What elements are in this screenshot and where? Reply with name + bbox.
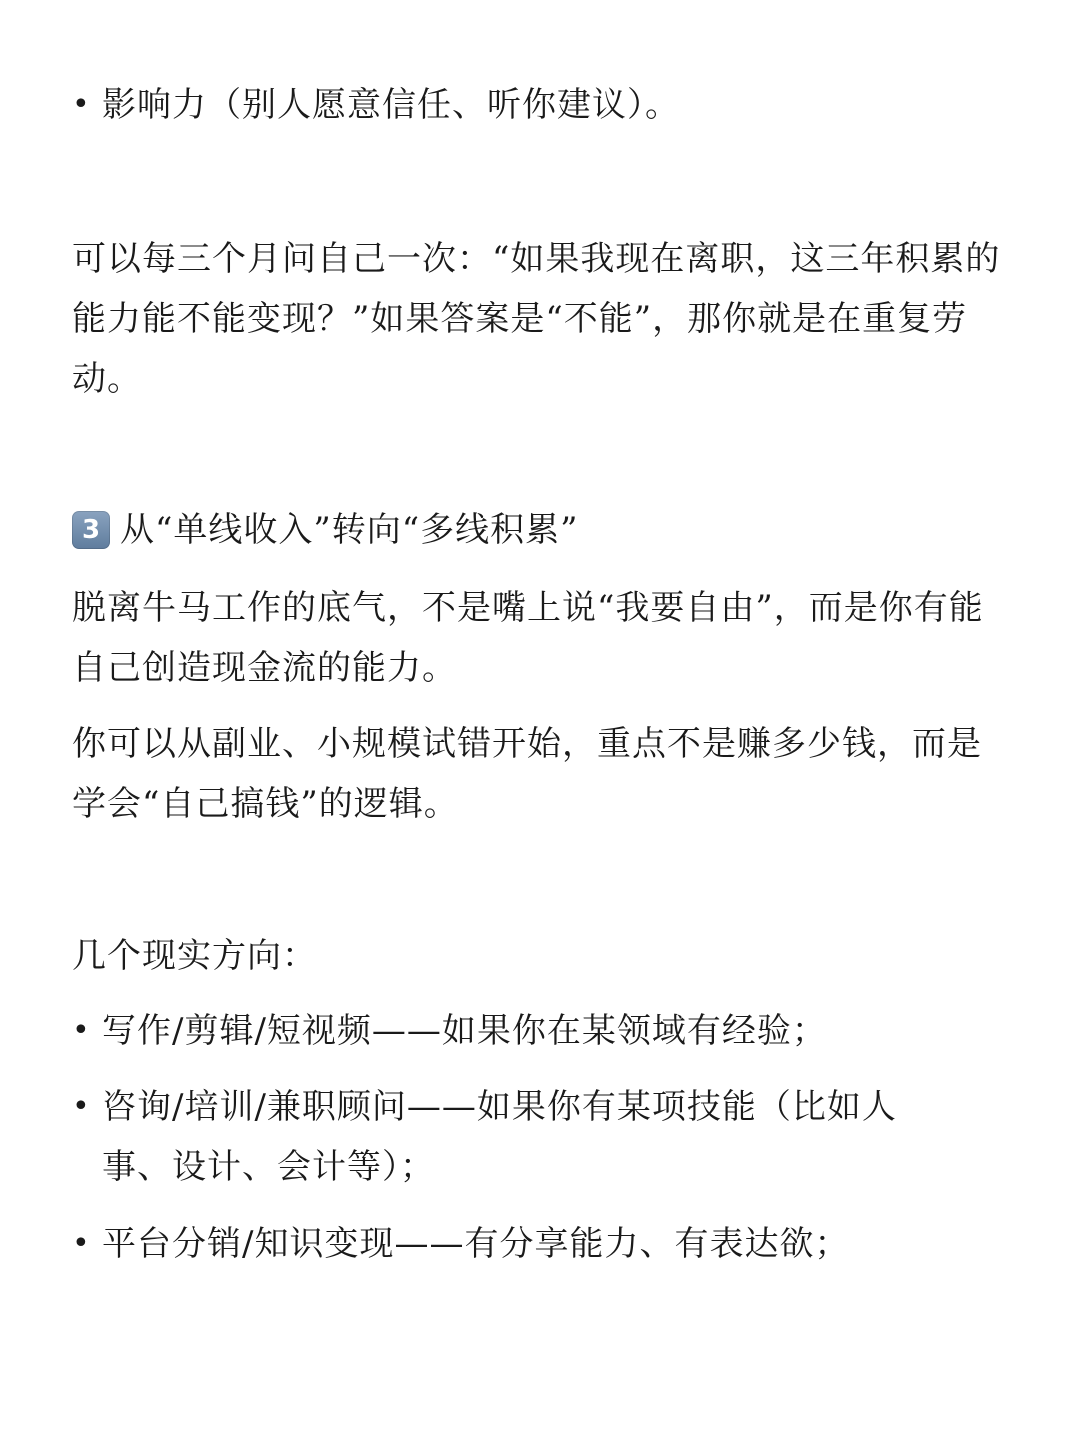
directions-heading: 几个现实方向： (72, 936, 317, 976)
section3-paragraph-2: 你可以从副业、小规模试错开始，重点不是赚多少钱，而是学会“自己搞钱”的逻辑。 (72, 724, 982, 824)
section3-title: 从“单线收入”转向“多线积累” (120, 510, 579, 550)
influence-bullet-text: 影响力（别人愿意信任、听你建议）。 (102, 85, 680, 125)
direction-item (72, 1077, 942, 1197)
direction-item (72, 1214, 972, 1274)
section3-paragraph-1: 脱离牛马工作的底气，不是嘴上说“我要自由”，而是你有能自己创造现金流的能力。 (72, 588, 984, 688)
section3-heading (72, 500, 579, 560)
reflection-paragraph: 可以每三个月问自己一次：“如果我现在离职，这三年积累的能力能不能变现？”如果答案是“不能”，那你就是在重复劳动。 (72, 239, 1001, 399)
bullet-icon: • (72, 1226, 90, 1261)
bullet-icon: • (72, 1089, 90, 1124)
bullet-icon: • (72, 87, 90, 122)
direction-item-text: 咨询/培训/兼职顾问——如果你有某项技能（比如人事、设计、会计等）； (102, 1087, 897, 1187)
influence-bullet (72, 75, 972, 135)
keycap-three-icon: 3 (72, 511, 110, 549)
direction-item (72, 1001, 972, 1061)
direction-item-text: 平台分销/知识变现——有分享能力、有表达欲； (102, 1224, 850, 1264)
direction-item-text: 写作/剪辑/短视频——如果你在某领域有经验； (102, 1011, 827, 1051)
bullet-icon: • (72, 1013, 90, 1048)
